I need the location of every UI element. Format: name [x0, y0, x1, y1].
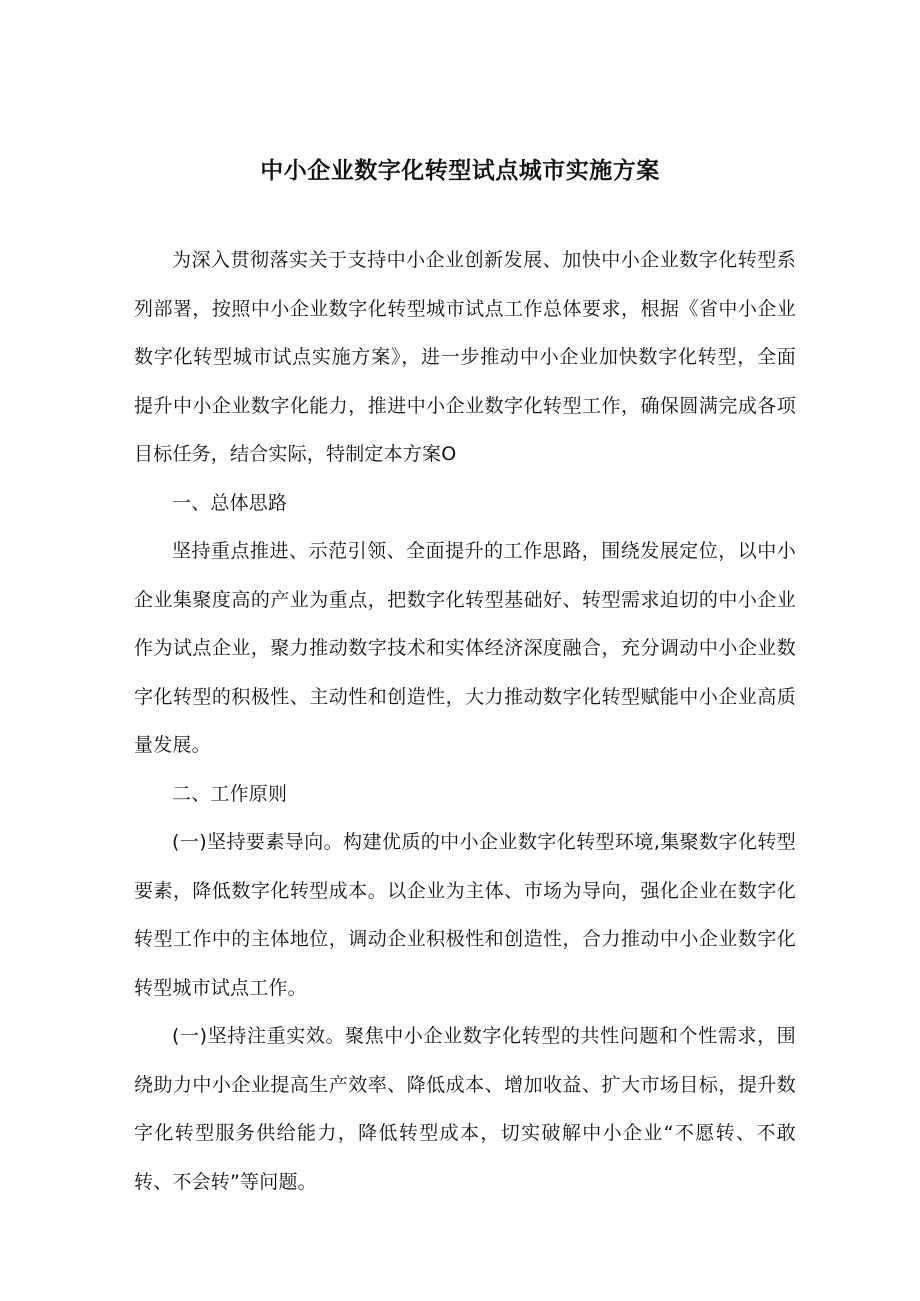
intro-paragraph: 为深入贯彻落实关于支持中小企业创新发展、加快中小企业数字化转型系列部署，按照中小企业数字化转型城市试点工作总体要求，根据《省中小企业数字化转型城市试点实施方案》，进一步推动中小企业加快数字化转型，全面提升中小企业数字化能力，推进中小企业数字化转型工作，确保圆满完成各项目标任务，结合实际，特制定本方案O: [134, 249, 796, 465]
document-body: [134, 236, 796, 1206]
principle-paragraph-effectiveness: (一)坚持注重实效。聚焦中小企业数字化转型的共性问题和个性需求，围绕助力中小企业提高生产效率、降低成本、增加收益、扩大市场目标，提升数字化转型服务供给能力，降低转型成本，切实破解中小企业“不愿转、不敢转、不会转”等问题。: [134, 1025, 796, 1193]
section-heading-overall-approach: 一、总体思路: [172, 491, 288, 514]
section-heading-work-principles: 二、工作原则: [172, 782, 288, 805]
document-title: 中小企业数字化转型试点城市实施方案: [260, 158, 660, 185]
principle-paragraph-elements: (一)坚持要素导向。构建优质的中小企业数字化转型环境,集聚数字化转型要素，降低数字化转型成本。以企业为主体、市场为导向，强化企业在数字化转型工作中的主体地位，调动企业积极性和创造性，合力推动中小企业数字化转型城市试点工作。: [134, 831, 796, 999]
overall-approach-paragraph: 坚持重点推进、示范引领、全面提升的工作思路，围绕发展定位，以中小企业集聚度高的产业为重点，把数字化转型基础好、转型需求迫切的中小企业作为试点企业，聚力推动数字技术和实体经济深度融合，充分调动中小企业数字化转型的积极性、主动性和创造性，大力推动数字化转型赋能中小企业高质量发展。: [134, 540, 796, 756]
